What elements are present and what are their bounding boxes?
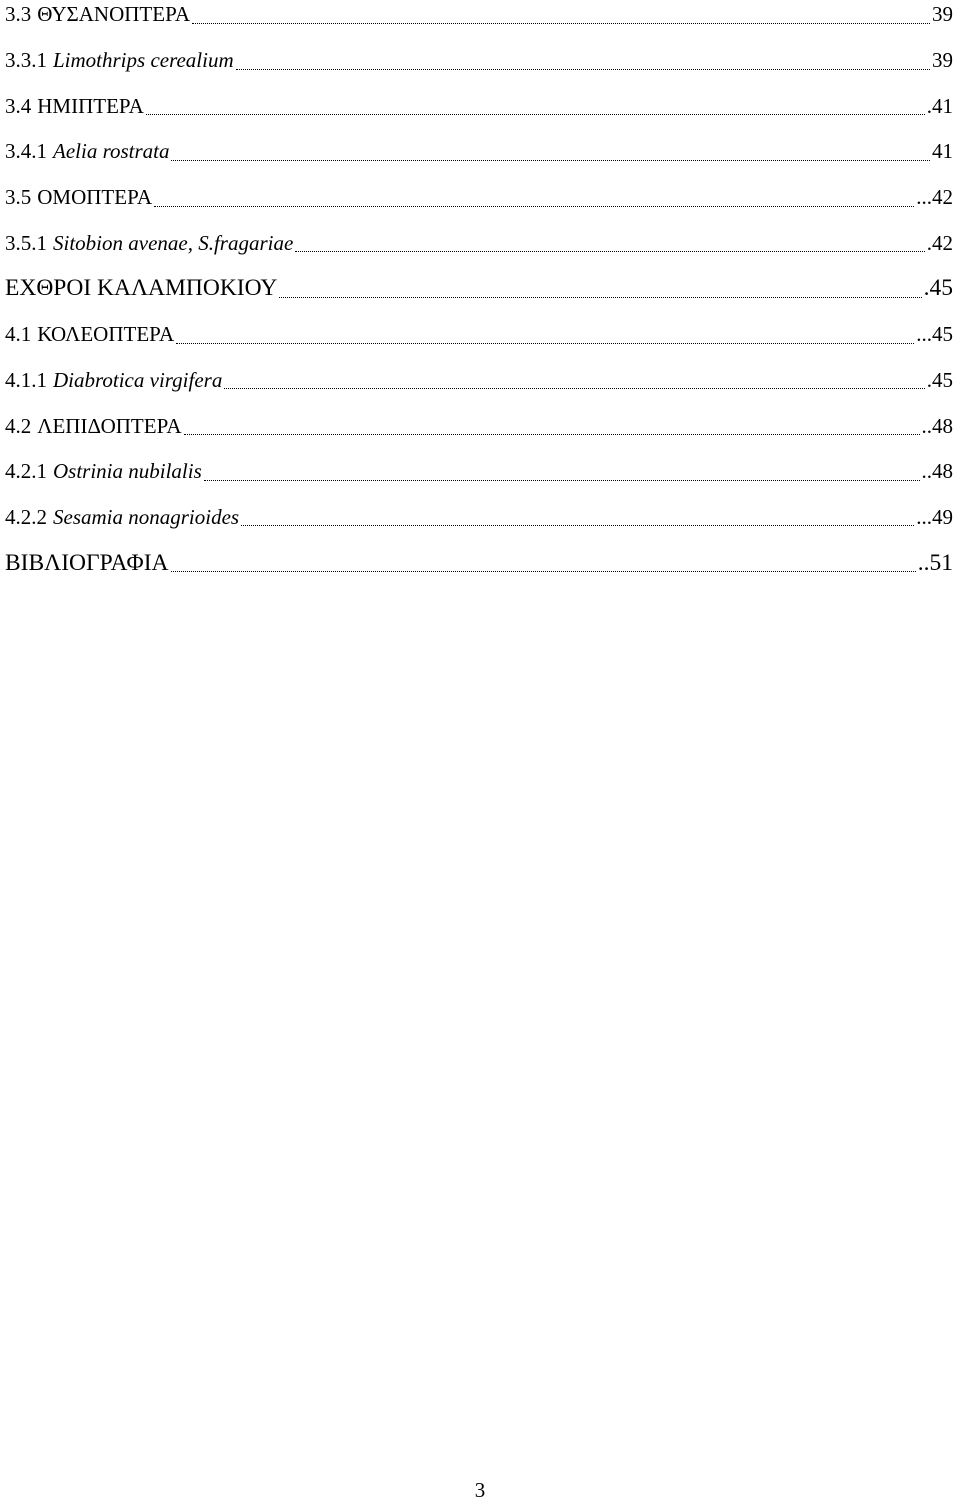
toc-entry[interactable] (5, 403, 953, 449)
toc-entry[interactable] (5, 38, 953, 84)
toc-entry-number: 4.2.1 (5, 459, 47, 484)
toc-entry[interactable] (5, 266, 953, 312)
toc-entry[interactable] (5, 220, 953, 266)
toc-entry-page: 39 (932, 2, 953, 27)
toc-entry-label: ΚΟΛΕΟΠΤΕΡΑ (37, 322, 175, 347)
toc-entry-page: ..48 (921, 459, 953, 484)
dot-leader (176, 342, 914, 344)
toc-entry-label: ΛΕΠΙΔΟΠΤΕΡΑ (37, 413, 182, 438)
toc-entry-label: Sesamia nonagrioides (53, 504, 240, 529)
toc-entry-number: 4.1.1 (5, 367, 47, 392)
dot-leader (236, 68, 930, 70)
toc-entry-page: ...45 (916, 322, 953, 347)
toc-entry-page: ...42 (916, 185, 953, 210)
dot-leader (295, 250, 924, 252)
toc-entry[interactable] (5, 83, 953, 129)
toc-entry-page: 41 (932, 139, 953, 164)
toc-entry-label: Limothrips cerealium (53, 48, 234, 73)
dot-leader (146, 113, 925, 115)
toc-entry-label: ΒΙΒΛΙΟΓΡΑΦΙΑ (5, 549, 169, 576)
toc-entry-label: Ostrinia nubilalis (53, 459, 202, 484)
toc-entry-label: Diabrotica virgifera (53, 367, 223, 392)
toc-entry-number: 4.2 (5, 413, 32, 438)
toc-entry-number: 3.3.1 (5, 48, 47, 73)
toc-entry[interactable] (5, 0, 953, 38)
dot-leader (204, 479, 920, 481)
toc-entry-number: 3.5.1 (5, 230, 47, 255)
toc-entry-number: 3.5 (5, 185, 32, 210)
dot-leader (241, 524, 914, 526)
dot-leader (171, 570, 916, 572)
toc-entry-label: ΟΜΟΠΤΕΡΑ (37, 185, 153, 210)
toc-entry[interactable] (5, 312, 953, 358)
table-of-contents (5, 0, 953, 586)
toc-entry-number: 3.4.1 (5, 139, 47, 164)
toc-entry-page: 39 (932, 48, 953, 73)
toc-entry-page: .41 (926, 93, 953, 118)
toc-entry-label: ΕΧΘΡΟΙ ΚΑΛΑΜΠΟΚΙΟΥ (5, 275, 278, 302)
toc-entry-page: ..48 (921, 413, 953, 438)
toc-entry-page: ...49 (916, 504, 953, 529)
toc-entry[interactable] (5, 449, 953, 495)
toc-entry-label: ΘΥΣΑΝΟΠΤΕΡΑ (37, 2, 191, 27)
toc-entry-page: .42 (926, 230, 953, 255)
toc-entry-page: .45 (923, 275, 953, 302)
dot-leader (154, 205, 914, 207)
toc-entry[interactable] (5, 358, 953, 404)
toc-entry-page: ..51 (917, 549, 953, 576)
toc-entry-number: 4.1 (5, 322, 32, 347)
dot-leader (192, 22, 930, 24)
dot-leader (171, 159, 930, 161)
toc-entry[interactable] (5, 495, 953, 541)
toc-entry-number: 3.4 (5, 93, 32, 118)
toc-entry-number: 4.2.2 (5, 504, 47, 529)
toc-entry-number: 3.3 (5, 2, 32, 27)
dot-leader (279, 296, 921, 298)
toc-entry[interactable] (5, 175, 953, 221)
toc-entry-label: Aelia rostrata (53, 139, 170, 164)
toc-entry[interactable] (5, 129, 953, 175)
toc-entry[interactable] (5, 540, 953, 586)
toc-entry-page: .45 (926, 367, 953, 392)
toc-entry-label: Sitobion avenae, S.fragariae (53, 230, 294, 255)
toc-entry-label: ΗΜΙΠΤΕΡΑ (37, 93, 144, 118)
dot-leader (224, 387, 924, 389)
dot-leader (184, 433, 920, 435)
page-number: 3 (474, 1478, 486, 1502)
